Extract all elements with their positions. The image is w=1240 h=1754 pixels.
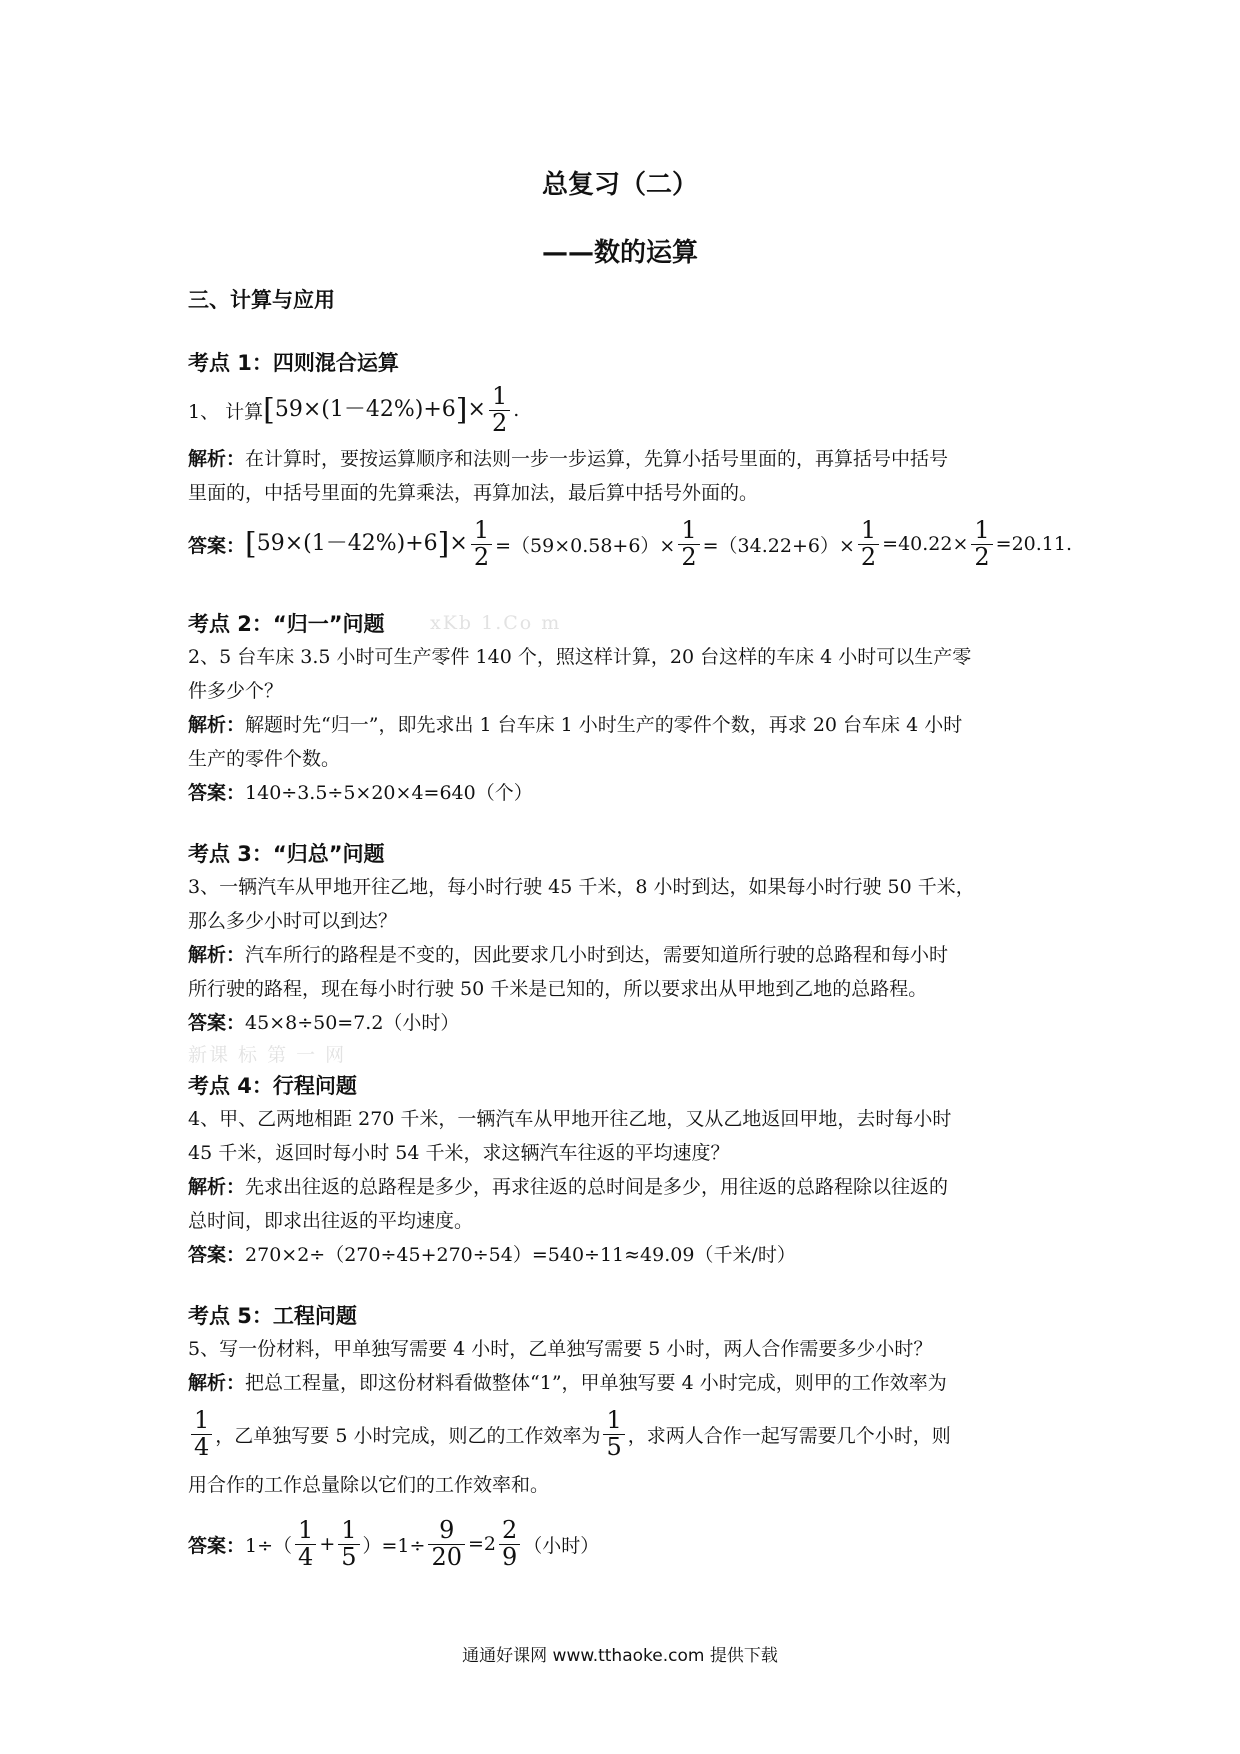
k1-answer-fraction-3 (858, 518, 879, 569)
k1-answer-part-1: =（59×0.58+6）× (495, 534, 676, 557)
answer-label: 答案： (188, 1534, 246, 1557)
k1-expr: 59×(1－42%)+6 (274, 397, 456, 423)
k2-answer-text: 140÷3.5÷5×20×4=640（个） (245, 782, 533, 804)
fraction-numerator: 1 (971, 518, 992, 544)
k3-analysis-line-1 (188, 938, 1058, 972)
k5-answer-part-b: ）=1÷ (362, 1534, 426, 1557)
analysis-label: 解析： (188, 448, 246, 470)
k3-question-line-2: 那么多少小时可以到达？ (188, 910, 398, 932)
fraction-denominator: 2 (473, 542, 490, 571)
analysis-label: 解析： (188, 944, 246, 966)
k5-answer-fraction-quarter (295, 1518, 316, 1569)
fraction-numerator: 2 (499, 1518, 520, 1544)
k4-answer (188, 1238, 1058, 1272)
k5-heading: 考点 5：工程问题 (188, 1304, 357, 1328)
k5-answer-part-c: =2 (468, 1533, 497, 1555)
k5-analysis-line-1 (188, 1366, 1058, 1400)
k1-heading: 考点 1：四则混合运算 (188, 351, 399, 375)
k5-answer-fraction-fifth (338, 1518, 359, 1569)
k3-answer (188, 1006, 1058, 1040)
k2-heading: 考点 2：“归一”问题 (188, 612, 385, 636)
fraction-denominator: 2 (860, 542, 877, 571)
k1-answer-fraction-1 (471, 518, 492, 569)
answer-label: 答案： (188, 534, 246, 557)
fraction-denominator: 4 (194, 1432, 210, 1461)
fraction-denominator: 5 (341, 1542, 357, 1571)
fraction-numerator: 1 (678, 518, 699, 544)
analysis-label: 解析： (188, 714, 246, 736)
k1-answer (188, 512, 1072, 576)
k3-analysis-line-2: 所行驶的路程，现在每小时行驶 50 千米是已知的，所以要求出从甲地到乙地的总路程。 (188, 978, 928, 1000)
analysis-label: 解析： (188, 1372, 246, 1394)
fraction-denominator: 2 (491, 408, 508, 437)
k5-answer: 答案： 1÷（ $\frac{1}{4}$ + $\frac{1}{5}$ ）=1÷ $\frac{9}{20}$ =2 $\frac{2}{9}$ （小时） (188, 1516, 600, 1571)
k5-analysis-mid-2: ，求两人合作一起写需要几个小时，则 (627, 1424, 951, 1447)
k5-analysis-line-2 (188, 1402, 951, 1466)
analysis-label: 解析： (188, 1176, 246, 1198)
k5-answer-fraction-nine-twentieths (428, 1518, 465, 1569)
fraction-denominator: 2 (681, 542, 697, 571)
fraction-denominator: 9 (502, 1542, 518, 1571)
k5-question: 5、写一份材料，甲单独写需要 4 小时，乙单独写需要 5 小时，两人合作需要多少小时？ (188, 1338, 933, 1360)
k5-answer-part-d: （小时） (523, 1534, 600, 1557)
k1-answer-expr-text: 59×(1－42%)+6 (256, 531, 438, 557)
k3-answer-text: 45×8÷50=7.2（小时） (245, 1012, 460, 1034)
k5-fraction-fifth (603, 1408, 624, 1459)
fraction-numerator: 1 (338, 1518, 359, 1544)
k1-answer-fraction-4 (971, 518, 992, 569)
k4-question-line-1: 4、甲、乙两地相距 270 千米，一辆汽车从甲地开往乙地，又从乙地返回甲地，去时每小时 (188, 1108, 952, 1130)
k5-fraction-quarter (191, 1408, 212, 1459)
page-title: 总复习（二） (541, 170, 698, 200)
k4-answer-text: 270×2÷（270÷45+270÷54）=540÷11≈49.09（千米/时） (245, 1244, 796, 1266)
k1-analysis-line-1 (188, 442, 1058, 476)
k2-answer (188, 776, 1058, 810)
k5-analysis-mid-1: ，乙单独写要 5 小时完成，则乙的工作效率为 (215, 1424, 601, 1447)
section-heading: 三、计算与应用 (188, 288, 335, 312)
k1-question-prefix: 1、 计算 (188, 400, 264, 423)
fraction-numerator: 1 (858, 518, 879, 544)
k1-question-suffix: . (513, 399, 520, 421)
fraction-numerator: 9 (428, 1518, 465, 1544)
k1-answer-fraction-2 (678, 518, 699, 569)
k1-answer-part-2: =（34.22+6）× (702, 534, 855, 557)
fraction-numerator: 1 (489, 384, 510, 410)
k3-heading: 考点 3：“归总”问题 (188, 842, 385, 866)
watermark-1: xKb 1.Co m (430, 612, 562, 634)
k5-answer-part-a: 1÷（ (245, 1534, 293, 1557)
k1-answer-part-3: =40.22× (882, 533, 969, 555)
fraction-denominator: 4 (298, 1542, 314, 1571)
fraction-denominator: 2 (974, 542, 990, 571)
fraction-numerator: 1 (295, 1518, 316, 1544)
k4-analysis-line-1 (188, 1170, 1058, 1204)
fraction-numerator: 1 (191, 1408, 212, 1434)
k3-analysis-text-1: 汽车所行的路程是不变的，因此要求几小时到达，需要知道所行驶的总路程和每小时 (245, 944, 949, 966)
answer-label: 答案： (188, 1244, 246, 1266)
k2-question-line-1: 2、5 台车床 3.5 小时可生产零件 140 个，照这样计算，20 台这样的车床 4 小时可以生产零 (188, 646, 972, 668)
k1-analysis-text-1: 在计算时，要按运算顺序和法则一步一步运算，先算小括号里面的，再算括号中括号 (245, 448, 949, 470)
k4-analysis-text-1: 先求出往返的总路程是多少，再求往返的总时间是多少，用往返的总路程除以往返的 (245, 1176, 949, 1198)
fraction-numerator: 1 (603, 1408, 624, 1434)
fraction-numerator: 1 (471, 518, 492, 544)
k1-answer-expr: [59×(1－42%)+6]× (245, 526, 468, 562)
fraction-denominator: 20 (431, 1542, 462, 1571)
answer-label: 答案： (188, 782, 246, 804)
k2-analysis-text-1: 解题时先“归一”，即先求出 1 台车床 1 小时生产的零件个数，再求 20 台车床 4 小时 (245, 714, 963, 736)
k2-analysis-line-1 (188, 708, 1058, 742)
page-subtitle: ——数的运算 (541, 238, 698, 268)
footer-credit: 通通好课网 www.tthaoke.com 提供下载 (462, 1646, 778, 1666)
k4-heading: 考点 4：行程问题 (188, 1074, 357, 1098)
watermark-2: 新课 标 第 一 网 (188, 1044, 347, 1066)
k1-answer-part-4: =20.11. (995, 533, 1073, 555)
k5-answer-fraction-two-ninths (499, 1518, 520, 1569)
k1-question-fraction (489, 384, 510, 435)
fraction-denominator: 5 (606, 1432, 622, 1461)
k5-analysis-line-3: 用合作的工作总量除以它们的工作效率和。 (188, 1474, 550, 1496)
answer-label: 答案： (188, 1012, 246, 1034)
k2-analysis-line-2: 生产的零件个数。 (188, 748, 341, 770)
k1-question (188, 378, 519, 442)
k5-analysis-text-1: 把总工程量，即这份材料看做整体“1”，甲单独写要 4 小时完成，则甲的工作效率为 (245, 1372, 947, 1394)
k1-analysis-line-2: 里面的，中括号里面的先算乘法，再算加法，最后算中括号外面的。 (188, 482, 759, 504)
k4-question-line-2: 45 千米，返回时每小时 54 千米，求这辆汽车往返的平均速度？ (188, 1142, 730, 1164)
k2-question-line-2: 件多少个？ (188, 680, 284, 702)
k4-analysis-line-2: 总时间，即求出往返的平均速度。 (188, 1210, 474, 1232)
k3-question-line-1: 3、一辆汽车从甲地开往乙地，每小时行驶 45 千米，8 小时到达，如果每小时行驶 50 千米， (188, 876, 975, 898)
k1-question-expr: [59×(1－42%)+6]× (263, 392, 486, 428)
